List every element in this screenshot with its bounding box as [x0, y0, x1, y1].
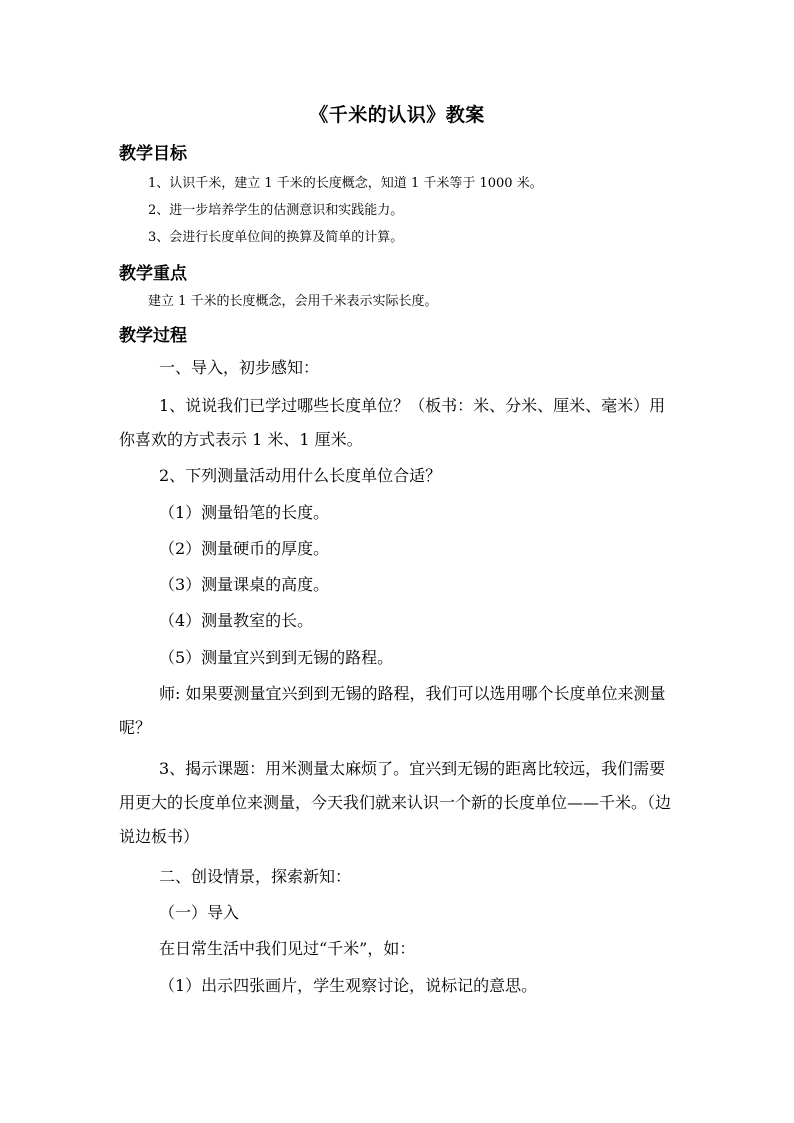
heading-process: 教学过程 — [119, 326, 187, 346]
q2-item-3: （3）测量课桌的高度。 — [159, 575, 330, 594]
process-sub-1: （一）导入 — [159, 903, 240, 922]
process-part-1: 一、导入，初步感知： — [159, 358, 320, 377]
q2-item-5: （5）测量宜兴到到无锡的路程。 — [159, 648, 394, 667]
process-question-2: 2、下列测量活动用什么长度单位合适？ — [159, 466, 442, 485]
q2-item-4: （4）测量教室的长。 — [159, 611, 314, 630]
process-part-2: 二、创设情景，探索新知： — [159, 867, 352, 886]
process-question-1: 1、说说我们已学过哪些长度单位？（板书：米、分米、厘米、毫米）用你喜欢的方式表示 1 米、1 厘米。 — [119, 396, 666, 449]
process-question-3: 3、揭示课题：用米测量太麻烦了。宜兴到无锡的距离比较远，我们需要用更大的长度单位来测量，今天我们就来认识一个新的长度单位——千米。（边说边板书） — [119, 759, 672, 846]
objective-item-3: 3、会进行长度单位间的换算及简单的计算。 — [148, 230, 404, 245]
q2-item-2: （2）测量硬币的厚度。 — [159, 539, 330, 558]
objective-item-1: 1、认识千米，建立 1 千米的长度概念，知道 1 千米等于 1000 米。 — [148, 176, 543, 191]
teacher-question: 师: 如果要测量宜兴到到无锡的路程，我们可以选用哪个长度单位来测量呢？ — [119, 684, 666, 737]
show-pictures: （1）出示四张画片，学生观察讨论，说标记的意思。 — [159, 976, 538, 995]
key-points-text: 建立 1 千米的长度概念，会用千米表示实际长度。 — [148, 294, 438, 309]
objective-item-2: 2、进一步培养学生的估测意识和实践能力。 — [148, 203, 404, 218]
heading-key-points: 教学重点 — [119, 264, 187, 284]
heading-objectives: 教学目标 — [119, 144, 187, 164]
q2-item-1: （1）测量铅笔的长度。 — [159, 503, 330, 522]
daily-life-intro: 在日常生活中我们见过“千米”，如： — [159, 939, 416, 958]
document-title: 《千米的认识》教案 — [309, 104, 485, 126]
